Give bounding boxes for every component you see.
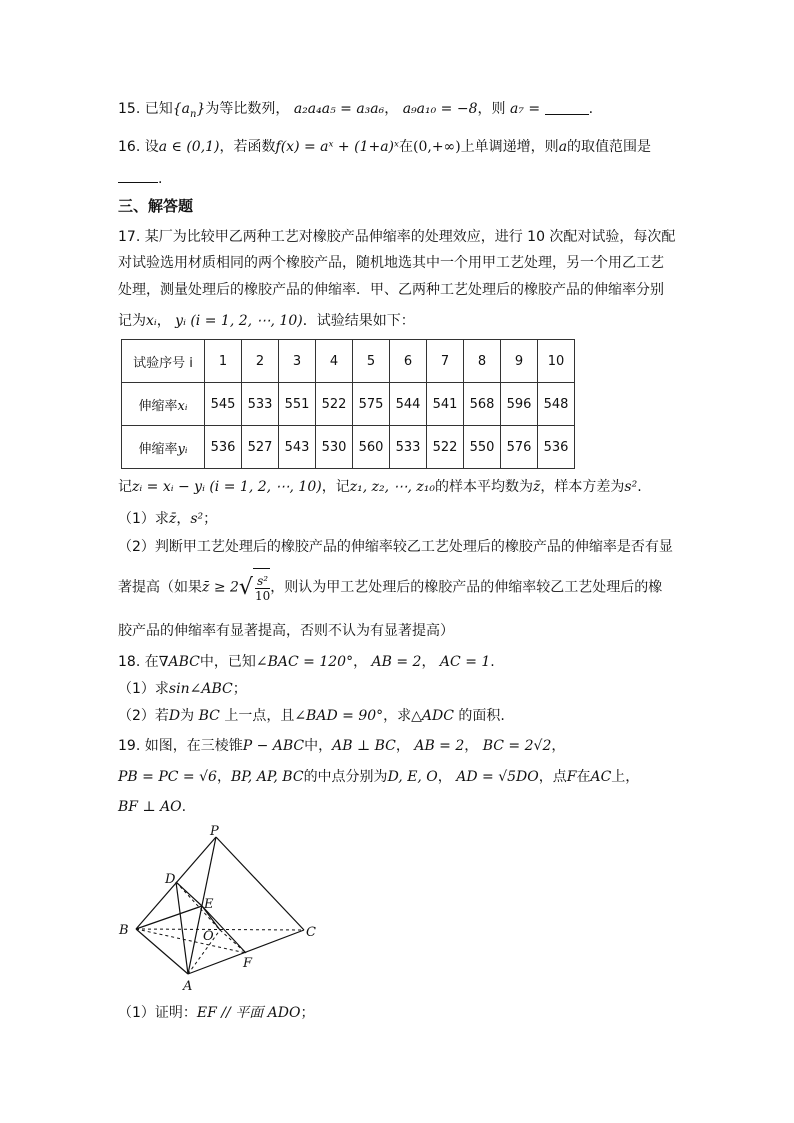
q16-end: .	[158, 171, 163, 187]
q19-text: 的中点分别为	[303, 769, 388, 785]
edge-ba	[136, 929, 188, 974]
table-cell: 533	[242, 383, 279, 426]
q15-answer-blank	[545, 100, 589, 115]
fraction: $\frac{\text{s²}}{10}$	[254, 573, 271, 603]
table-cell: 575	[353, 383, 390, 426]
q17-line4	[118, 311, 415, 331]
q15-text: 已知	[144, 101, 173, 117]
q19-text: ，	[216, 769, 231, 785]
q19-number: 19.	[118, 738, 141, 754]
q19-segments: BP, AP, BC	[230, 769, 304, 785]
table-header-cell: 1	[205, 340, 242, 383]
segment-de	[176, 882, 202, 906]
q19-text: ，	[464, 738, 479, 754]
q18-line	[118, 652, 495, 672]
q18-text: 上一点，且	[224, 708, 295, 724]
q17-line1	[118, 227, 675, 247]
q18-text: 为	[180, 708, 195, 724]
q19-ad: AD = √5DO	[456, 769, 539, 785]
label-a: A	[183, 979, 193, 994]
table-cell: 541	[427, 383, 464, 426]
q15-number: 15.	[118, 101, 141, 117]
q17-text: ，样本方差为	[540, 479, 625, 495]
table-cell: 568	[464, 383, 501, 426]
q17-inequality: z̄ ≥ 2	[202, 579, 239, 596]
table-header-cell: 4	[316, 340, 353, 383]
label-d: D	[165, 872, 176, 887]
q17-text: ，则认为甲工艺处理后的橡胶产品的伸缩率较乙工艺处理后的橡	[270, 579, 663, 596]
table-cell: 536	[538, 426, 575, 469]
q18-text: ；	[232, 681, 247, 697]
q16-text: 在	[399, 139, 413, 155]
q17-yi: yᵢ (i = 1, 2, ⋯, 10)	[175, 313, 303, 329]
q19-pb-pc: PB = PC = √6	[118, 769, 217, 785]
label-p: P	[210, 824, 219, 839]
q17-text: 记	[118, 479, 132, 495]
q18-text: ，	[421, 654, 436, 670]
q19-text: ，	[437, 769, 452, 785]
table-row-x	[122, 383, 575, 426]
q15-text: ，则	[477, 101, 506, 117]
q19-text: 上，	[611, 769, 640, 785]
q19-perp: AB ⊥ BC	[332, 738, 396, 754]
q16-answer-blank	[118, 168, 158, 183]
table-cell: 550	[464, 426, 501, 469]
table-cell: 545	[205, 383, 242, 426]
q17-part1	[118, 509, 217, 529]
q17-text: 某厂为比较甲乙两种工艺对橡胶产品伸缩率的处理效应，进行 10 次配对试验，每次配	[144, 229, 676, 245]
q19-text: 在	[576, 769, 591, 785]
q18-angle: ∠BAD = 90°	[294, 708, 384, 724]
q17-part2-line1: （2）判断甲工艺处理后的橡胶产品的伸缩率较乙工艺处理后的橡胶产品的伸缩率是否有显	[118, 539, 673, 555]
q18-text: ，求	[383, 708, 412, 724]
q19-text: ；	[300, 1005, 315, 1021]
q19-pyramid: P − ABC	[242, 738, 305, 754]
experiment-table	[121, 339, 575, 469]
table-header-cell: 5	[353, 340, 390, 383]
q19-line2	[118, 767, 639, 787]
q16-text: 的取值范围是	[567, 139, 652, 155]
q18-text: 在	[144, 654, 159, 670]
q19-text: ，	[395, 738, 410, 754]
q18-triangle: △ADC	[411, 708, 454, 724]
table-cell: 544	[390, 383, 427, 426]
q15-eq2: a₉a₁₀ = −8	[402, 101, 478, 117]
table-cell: 522	[427, 426, 464, 469]
q16-interval: (0,+∞)	[413, 139, 461, 155]
q17-text: ；	[203, 511, 218, 527]
section-heading: 三、解答题	[118, 197, 194, 215]
table-row-label: 伸缩率yᵢ	[122, 426, 205, 469]
table-cell: 560	[353, 426, 390, 469]
q18-angle: ∠BAC = 120°	[255, 654, 354, 670]
q15-eq1: a₂a₄a₅ = a₃a₆	[293, 101, 385, 117]
table-header-cell: 9	[501, 340, 538, 383]
table-cell: 530	[316, 426, 353, 469]
table-header-cell: 2	[242, 340, 279, 383]
q16-line	[118, 137, 651, 157]
q19-text: 中，	[304, 738, 333, 754]
q18-part2	[118, 706, 505, 726]
q17-number: 17.	[118, 229, 141, 245]
q19-bf-perp: BF ⊥ AO	[118, 799, 182, 815]
table-header-cell: 7	[427, 340, 464, 383]
q15-text: 为等比数列，	[205, 101, 290, 117]
table-header-row	[122, 340, 575, 383]
q15-sep: ，	[384, 101, 399, 117]
q18-number: 18.	[118, 654, 141, 670]
q15-end: .	[588, 101, 594, 117]
pyramid-figure	[116, 822, 326, 1002]
q18-text: .	[490, 654, 495, 670]
q19-segment-ac: AC	[590, 769, 612, 785]
q19-points: D, E, O	[387, 769, 438, 785]
q17-s2: s²	[190, 511, 204, 527]
q19-text: 如图，在三棱锥	[144, 738, 243, 754]
q15-seq: $\{a_n\}$	[172, 101, 206, 120]
q19-part1	[118, 1003, 314, 1023]
q17-line2: 对试验选用材质相同的两个橡胶产品，随机地选其中一个用甲工艺处理，另一个用乙工艺	[118, 255, 664, 271]
q18-point-d: D	[168, 708, 181, 724]
table-cell: 548	[538, 383, 575, 426]
table-cell: 596	[501, 383, 538, 426]
q17-z-list: z₁, z₂, ⋯, z₁₀	[349, 479, 435, 495]
q17-part2-line3: 胶产品的伸缩率有显著提高，否则不认为有显著提高）	[118, 623, 454, 639]
q16-blank-line	[118, 168, 162, 189]
q15-eq3: a₇ =	[509, 101, 541, 117]
table-cell: 527	[242, 426, 279, 469]
q18-text: （2）若	[118, 708, 169, 724]
sqrt-expression: √ $\frac{\text{s²}}{10}$	[239, 568, 270, 607]
q18-segment-bc: BC	[198, 708, 220, 724]
edge-pc	[216, 837, 304, 930]
q18-text: 中，已知	[199, 654, 256, 670]
q18-text: 的面积.	[458, 708, 505, 724]
q17-text: .	[637, 479, 642, 495]
table-cell: 551	[279, 383, 316, 426]
label-b: B	[119, 923, 129, 938]
q19-text: ，点	[538, 769, 567, 785]
q17-text: ．试验结果如下：	[302, 313, 415, 329]
table-header-cell: 3	[279, 340, 316, 383]
q18-part1	[118, 679, 247, 699]
q17-text: ，	[176, 511, 191, 527]
table-cell: 543	[279, 426, 316, 469]
q18-ab: AB = 2	[371, 654, 422, 670]
segment-bf-hidden	[136, 929, 246, 953]
q18-sin: sin∠ABC	[168, 681, 233, 697]
q19-bc: BC = 2√2	[482, 738, 552, 754]
table-header-cell: 8	[464, 340, 501, 383]
label-f: F	[243, 956, 253, 971]
q16-cond: a ∈ (0,1)	[158, 139, 220, 155]
table-header-label: 试验序号 i	[122, 340, 205, 383]
q17-text: 记为	[118, 313, 146, 329]
q17-zbar: z̄	[168, 511, 177, 527]
q17-s2: s²	[624, 479, 638, 495]
q18-triangle: ∇ABC	[158, 654, 200, 670]
q16-var: a	[558, 139, 568, 155]
table-header-cell: 10	[538, 340, 575, 383]
q19-ab: AB = 2	[414, 738, 465, 754]
table-cell: 536	[205, 426, 242, 469]
q19-line1	[118, 736, 565, 756]
table-header-cell: 6	[390, 340, 427, 383]
q17-part2-line2	[118, 568, 662, 607]
q17-text: 著提高（如果	[118, 579, 202, 596]
q16-text: ，若函数	[219, 139, 276, 155]
q16-text: 设	[144, 139, 159, 155]
label-e: E	[204, 897, 214, 912]
table-cell: 533	[390, 426, 427, 469]
q19-text: ，	[551, 738, 566, 754]
q17-text: 的样本平均数为	[435, 479, 533, 495]
q19-text: （1）证明：	[118, 1005, 197, 1021]
segment-ad	[176, 882, 188, 974]
table-cell: 522	[316, 383, 353, 426]
q19-point-f: F	[566, 769, 577, 785]
q17-line3: 处理，测量处理后的橡胶产品的伸缩率．甲、乙两种工艺处理后的橡胶产品的伸缩率分别	[118, 282, 664, 298]
q17-zi-def: zᵢ = xᵢ − yᵢ (i = 1, 2, ⋯, 10)	[132, 479, 322, 495]
q16-number: 16.	[118, 139, 141, 155]
q17-text: ，记	[321, 479, 350, 495]
q15-line	[118, 99, 593, 125]
q19-ef-parallel: EF // 平面 ADO	[196, 1005, 301, 1021]
q17-zbar: z̄	[533, 479, 541, 495]
table-row-label: 伸缩率xᵢ	[122, 383, 205, 426]
label-c: C	[306, 925, 316, 940]
q19-text: .	[181, 799, 187, 815]
q18-ac: AC = 1	[439, 654, 491, 670]
q17-text: ，	[156, 313, 171, 329]
q18-text: ，	[353, 654, 368, 670]
q19-line3	[118, 797, 186, 817]
q16-func: f(x) = aˣ + (1+a)ˣ	[275, 139, 399, 155]
q17-after-table	[118, 477, 642, 497]
label-o: O	[203, 929, 214, 944]
q18-text: （1）求	[118, 681, 169, 697]
table-cell: 576	[501, 426, 538, 469]
table-row-y	[122, 426, 575, 469]
q16-text: 上单调递增，则	[460, 139, 559, 155]
q17-text: （1）求	[118, 511, 169, 527]
q17-xi: xᵢ	[146, 313, 157, 329]
